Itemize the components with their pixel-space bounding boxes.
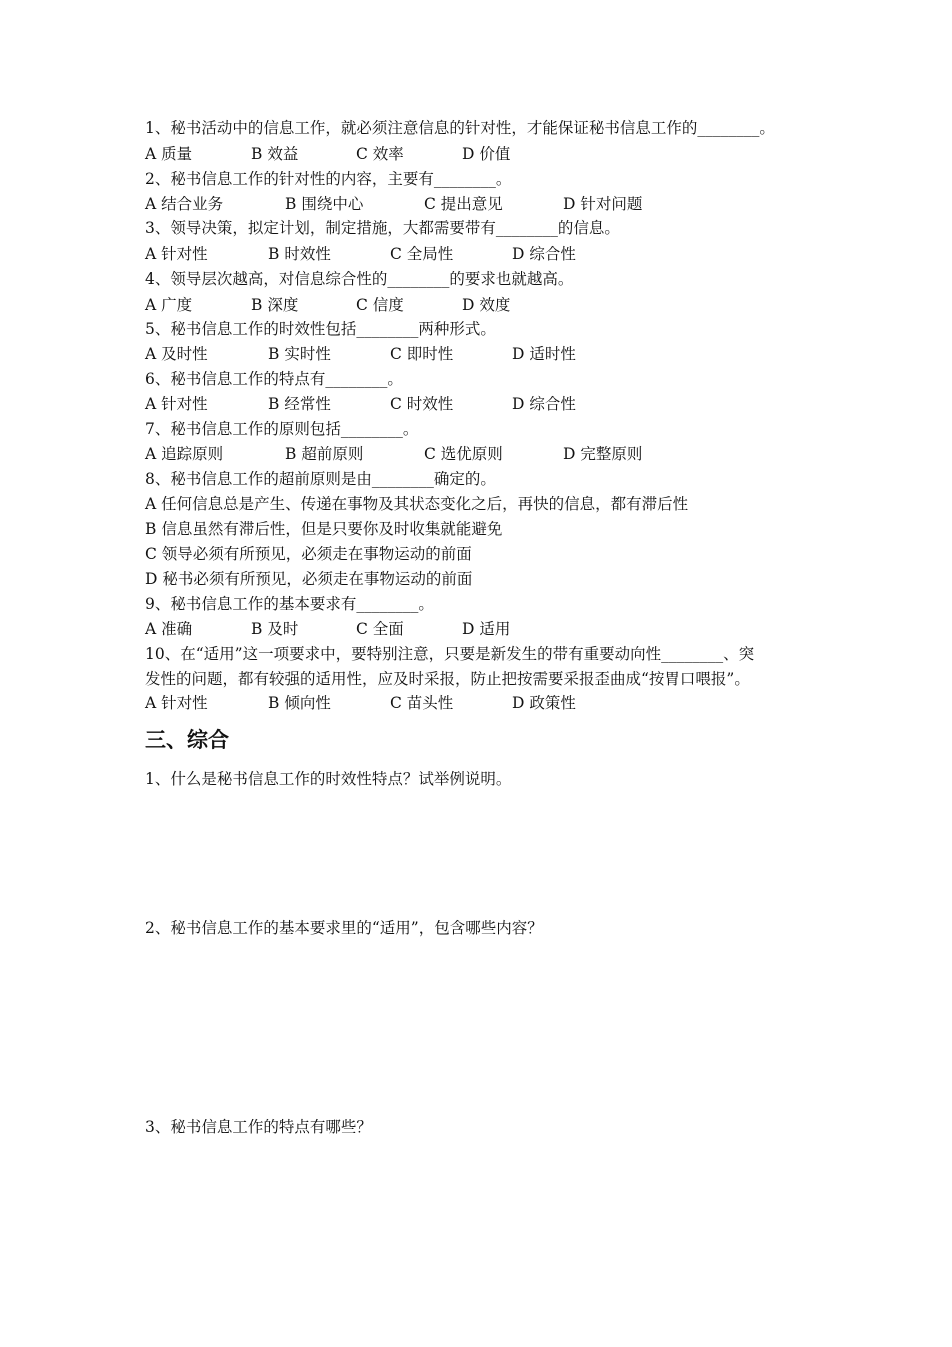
option-d: D 适用: [462, 620, 511, 638]
option-d: D 秘书必须有所预见，必须走在事物运动的前面: [145, 570, 473, 588]
option-a: A 针对性: [145, 395, 208, 413]
essay-question-3: 3、秘书信息工作的特点有哪些？: [145, 1118, 372, 1136]
option-c: C 苗头性: [390, 694, 454, 712]
question-10-options: [145, 693, 845, 713]
question-1-options: [145, 144, 845, 164]
option-b: B 信息虽然有滞后性，但是只要你及时收集就能避免: [145, 520, 503, 538]
question-2-options: [145, 194, 845, 214]
option-c: C 提出意见: [424, 195, 503, 213]
question-3-stem: 3、领导决策，拟定计划，制定措施，大都需要带有________的信息。: [145, 219, 620, 237]
question-10-stem-line1: 10、在“适用”这一项要求中，要特别注意，只要是新发生的带有重要动向性________、突: [145, 645, 755, 663]
question-7-stem: 7、秘书信息工作的原则包括________。: [145, 420, 419, 438]
question-4-options: [145, 295, 845, 315]
option-d: D 适时性: [512, 345, 576, 363]
option-b: B 经常性: [268, 395, 331, 413]
option-d: D 政策性: [512, 694, 576, 712]
option-a: A 追踪原则: [145, 445, 224, 463]
option-a: A 及时性: [145, 345, 208, 363]
question-3-options: [145, 244, 845, 264]
question-5-stem: 5、秘书信息工作的时效性包括________两种形式。: [145, 320, 496, 338]
option-a: A 准确: [145, 620, 193, 638]
option-a: A 针对性: [145, 694, 208, 712]
option-c: C 即时性: [390, 345, 454, 363]
option-a: A 质量: [145, 145, 193, 163]
option-b: B 效益: [251, 145, 299, 163]
option-a: A 广度: [145, 296, 193, 314]
option-b: B 超前原则: [285, 445, 364, 463]
option-b: B 深度: [251, 296, 299, 314]
question-8-stem: 8、秘书信息工作的超前原则是由________确定的。: [145, 470, 496, 488]
question-9-stem: 9、秘书信息工作的基本要求有________。: [145, 595, 434, 613]
option-d: D 完整原则: [563, 445, 643, 463]
option-b: B 倾向性: [268, 694, 331, 712]
section-heading: 三、综合: [145, 728, 229, 752]
question-1-stem: 1、秘书活动中的信息工作，就必须注意信息的针对性，才能保证秘书信息工作的________。: [145, 119, 775, 137]
question-4-stem: 4、领导层次越高，对信息综合性的________的要求也就越高。: [145, 270, 574, 288]
question-5-options: [145, 344, 845, 364]
option-c: C 选优原则: [424, 445, 503, 463]
essay-question-1: 1、什么是秘书信息工作的时效性特点？试举例说明。: [145, 770, 512, 788]
option-d: D 综合性: [512, 245, 576, 263]
option-b: B 时效性: [268, 245, 331, 263]
option-d: D 效度: [462, 296, 511, 314]
option-c: C 全面: [356, 620, 404, 638]
option-a: A 结合业务: [145, 195, 224, 213]
option-b: B 围绕中心: [285, 195, 364, 213]
question-6-options: [145, 394, 845, 414]
question-10-stem-line2: 发性的问题，都有较强的适用性，应及时采报，防止把按需要采报歪曲成“按胃口喂报”。: [145, 670, 750, 688]
option-c: C 领导必须有所预见，必须走在事物运动的前面: [145, 545, 472, 563]
option-b: B 及时: [251, 620, 299, 638]
option-d: D 针对问题: [563, 195, 643, 213]
question-6-stem: 6、秘书信息工作的特点有________。: [145, 370, 403, 388]
option-c: C 效率: [356, 145, 404, 163]
question-9-options: [145, 619, 845, 639]
option-d: D 综合性: [512, 395, 576, 413]
question-2-stem: 2、秘书信息工作的针对性的内容，主要有________。: [145, 170, 512, 188]
essay-question-2: 2、秘书信息工作的基本要求里的“适用”，包含哪些内容？: [145, 919, 543, 937]
option-d: D 价值: [462, 145, 511, 163]
option-c: C 信度: [356, 296, 404, 314]
option-c: C 时效性: [390, 395, 454, 413]
option-a: A 针对性: [145, 245, 208, 263]
question-7-options: [145, 444, 845, 464]
option-a: A 任何信息总是产生、传递在事物及其状态变化之后，再快的信息，都有滞后性: [145, 495, 689, 513]
option-b: B 实时性: [268, 345, 331, 363]
option-c: C 全局性: [390, 245, 454, 263]
